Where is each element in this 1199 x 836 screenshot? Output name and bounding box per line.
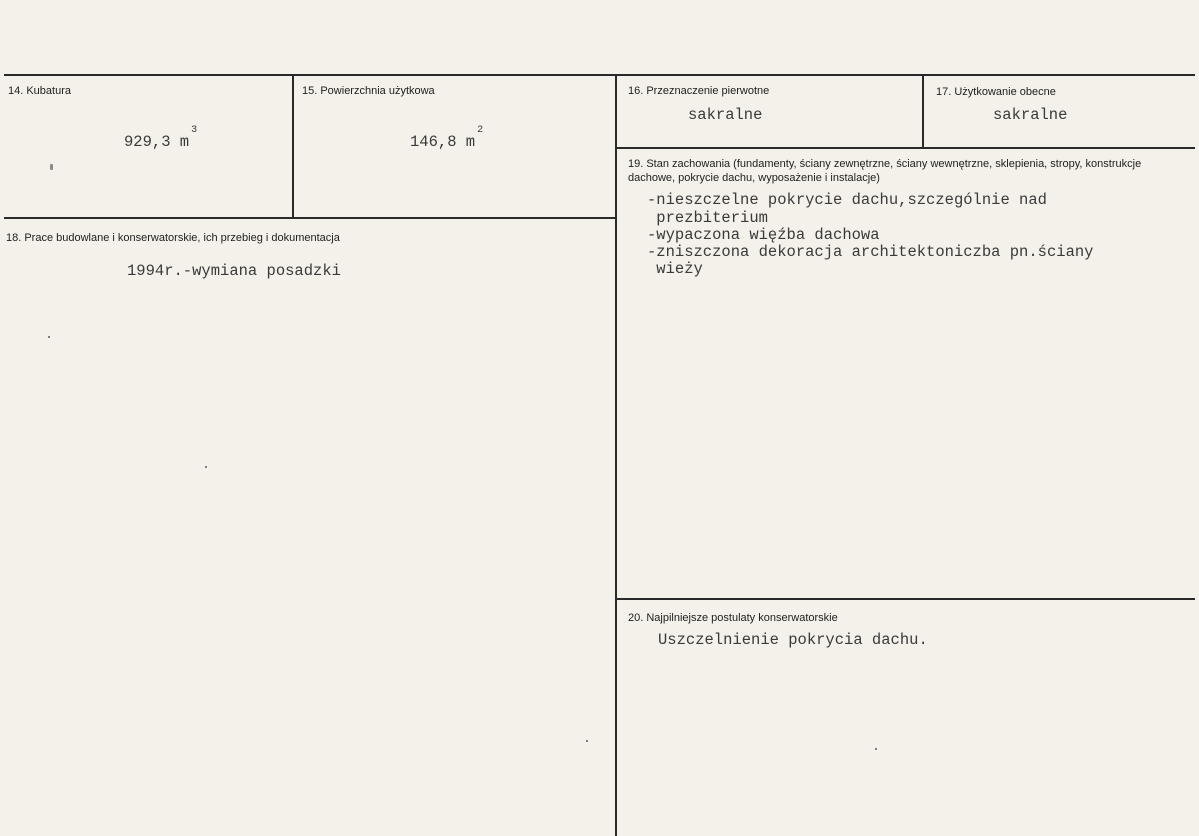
field-16-label: 16. Przeznaczenie pierwotne [628, 85, 770, 97]
field-20-value: Uszczelnienie pokrycia dachu. [658, 631, 928, 649]
rule-under-16-17 [616, 147, 1195, 149]
scan-speck [875, 748, 877, 750]
scan-speck [48, 336, 50, 338]
top-rule [4, 74, 1195, 76]
field-16-value: sakralne [688, 106, 763, 124]
field-19-label: 19. Stan zachowania (fundamenty, ściany zewnętrzne, ściany wewnętrzne, sklepienia, stropy, konstrukcje dachowe, pokrycie dachu, wyposażenie i instalacje) [628, 158, 1142, 184]
field-17-label: 17. Użytkowanie obecne [936, 86, 1056, 98]
field-19-line-4: -zniszczona dekoracja architektoniczba pn.ściany [647, 243, 1094, 261]
field-15-value [410, 125, 484, 153]
field-19-line-3: -wypaczona więźba dachowa [647, 226, 880, 244]
field-14-value [124, 125, 198, 153]
field-15-label: 15. Powierzchnia użytkowa [302, 85, 435, 97]
scan-speck [50, 164, 53, 170]
kubatura-unit-exponent: 3 [191, 125, 198, 136]
rule-under-14-15 [4, 217, 616, 219]
field-19-line-1: -nieszczelne pokrycie dachu,szczególnie nad [647, 191, 1047, 209]
scan-speck [586, 740, 588, 742]
field-19-line-2: prezbiterium [647, 209, 768, 227]
divider-main [615, 74, 617, 836]
field-19-line-5: wieży [647, 260, 703, 278]
divider-14-15 [292, 74, 294, 218]
field-20-label: 20. Najpilniejsze postulaty konserwatorskie [628, 612, 838, 624]
field-17-value: sakralne [993, 106, 1068, 124]
field-18-label: 18. Prace budowlane i konserwatorskie, ich przebieg i dokumentacja [6, 232, 340, 244]
kubatura-value: 929,3 m [124, 133, 190, 151]
field-18-value: 1994r.-wymiana posadzki [127, 262, 341, 280]
rule-above-20 [616, 598, 1195, 600]
divider-16-17 [922, 74, 924, 148]
powierzchnia-value: 146,8 m [410, 133, 476, 151]
field-14-label: 14. Kubatura [8, 85, 71, 97]
powierzchnia-unit-exponent: 2 [477, 125, 484, 136]
scan-speck [205, 466, 207, 468]
